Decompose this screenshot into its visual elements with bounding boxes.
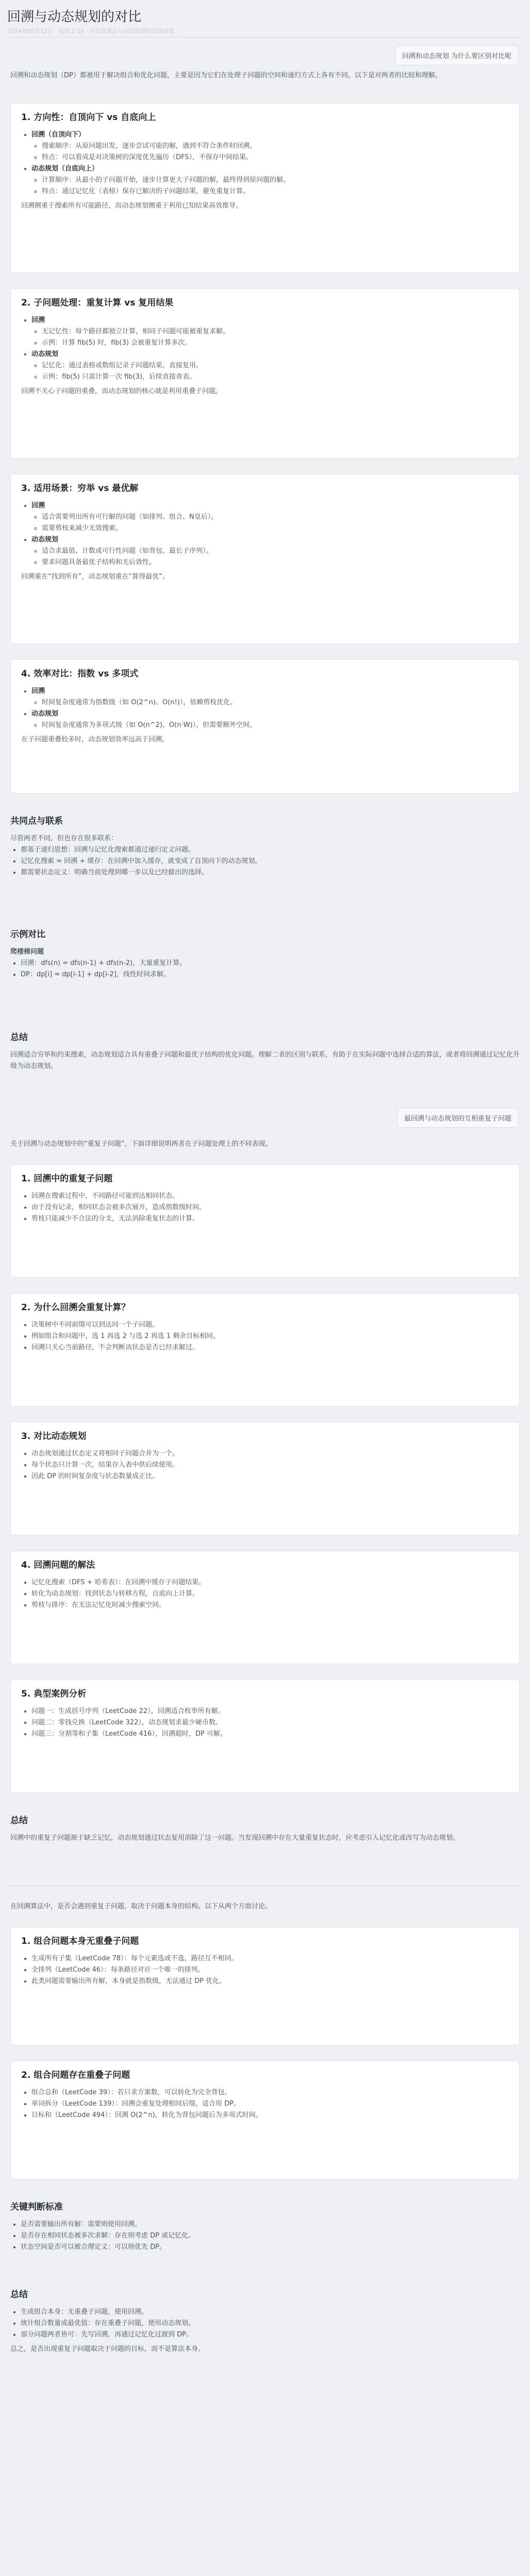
- list-item: ◦ 时间复杂度通常为指数级（如 O(2^n)、O(n!)），依赖剪枝优化。: [42, 697, 509, 708]
- list-item: • 是否需要输出所有解：需要则使用回溯。: [21, 2219, 520, 2230]
- part3-intro: [10, 1901, 520, 1912]
- section-why: 回溯重在“找到所有”，动态规划重在“算得最优”。: [21, 573, 169, 581]
- section-title: 关键判断标准: [10, 2202, 63, 2212]
- list-item: • 每个状态只计算一次，结果存入表中供后续使用。: [31, 1460, 509, 1471]
- example-section: [10, 927, 520, 984]
- section-title: 总结: [10, 2290, 28, 2300]
- criteria-section: [10, 2200, 520, 2256]
- list-item: • 问题一：生成括号序列（LeetCode 22），回溯适合枚举所有解。: [31, 1706, 509, 1717]
- list-item: ◦ 特点：可以看成是对决策树的深度优先遍历（DFS），不保存中间结果。: [42, 152, 509, 163]
- part2-card-2: [10, 1293, 520, 1406]
- list-item: • 回溯 ◦ 无记忆性：每个路径都独立计算，相同子问题可能被重复求解。 ◦ 示例：计算 fib(5) 时，fib(3) 会被重复计算多次。: [31, 315, 509, 349]
- part2-card-1: [10, 1164, 520, 1278]
- list-item: • 动态规划 ◦ 时间复杂度通常为多项式级（如 O(n^2)、O(n·W)），但需要额外空间。: [31, 708, 509, 731]
- list-item: • 都需要状态定义：明确当前处理到哪一步以及已经做出的选择。: [21, 867, 520, 878]
- list-item: • 剪枝与排序：在无法记忆化时减少搜索空间。: [31, 1600, 509, 1611]
- list-item: • 动态规划 ◦ 适合求最值、计数或可行性问题（如背包、最长子序列）。 ◦ 要求问题具备最优子结构和无后效性。: [31, 534, 509, 568]
- page-title: 回溯与动态规划的对比: [7, 9, 142, 25]
- section-text: 关于回溯与动态规划中的“重复子问题”，下面详细说明两者在子问题处理上的不同表现。: [10, 1140, 272, 1148]
- section-title: 3. 适用场景：穷举 vs 最优解: [21, 483, 139, 494]
- list-item: ◦ 记忆化：通过表格或数组记录子问题结果，直接复用。: [42, 360, 509, 371]
- section-title: 总结: [10, 1816, 28, 1826]
- list-item: • 转化为动态规划：找到状态与转移方程，自底向上计算。: [31, 1588, 509, 1600]
- list-item: • 是否存在相同状态被多次求解：存在则考虑 DP 或记忆化。: [21, 2230, 520, 2242]
- list-item: • 统计组合数量或最优值：存在重叠子问题，使用动态规划。: [21, 2318, 520, 2329]
- list-item: • 回溯 ◦ 适合需要列出所有可行解的问题（如排列、组合、N皇后）。 ◦ 需要剪枝来减少无效搜索。: [31, 500, 509, 534]
- list-item: • 剪枝只能减少不合法的分支，无法消除重复状态的计算。: [31, 1213, 509, 1225]
- section-title: 共同点与联系: [10, 816, 63, 826]
- user-question-bubble[interactable]: 回溯和动态规划 为什么要区别对比呢: [395, 45, 519, 65]
- list-item: • 动态规划 ◦ 记忆化：通过表格或数组记录子问题结果，直接复用。 ◦ 示例：fib(5) 只需计算一次 fib(3)，后续直接查表。: [31, 349, 509, 383]
- list-item: • 回溯：dfs(n) = dfs(n-1) + dfs(n-2)，大量重复计算。: [21, 958, 520, 969]
- list-item: ◦ 计算顺序：从最小的子问题开始，逐步计算更大子问题的解，最终得到原问题的解。: [42, 175, 509, 186]
- list-item: • 回溯在搜索过程中，不同路径可能到达相同状态。: [31, 1191, 509, 1202]
- section-text: 回溯适合穷举和约束搜索，动态规划适合具有重叠子问题和最优子结构的优化问题。理解二者的区别与联系，有助于在实际问题中选择合适的算法，或者将回溯通过记忆化升级为动态规划。: [10, 1050, 520, 1070]
- list-item: ◦ 时间复杂度通常为多项式级（如 O(n^2)、O(n·W)），但需要额外空间。: [42, 720, 509, 731]
- section-title: 4. 效率对比：指数 vs 多项式: [21, 669, 139, 679]
- section-title: 1. 组合问题本身无重叠子问题: [21, 1936, 139, 1946]
- list-item: • 记忆化搜索（DFS + 哈希表）：在回溯中缓存子问题结果。: [31, 1577, 509, 1588]
- list-item: • DP：dp[i] = dp[i-1] + dp[i-2]，线性时间求解。: [21, 969, 520, 980]
- list-item: • 生成所有子集（LeetCode 78）：每个元素选或不选，路径互不相同。: [31, 1953, 509, 1964]
- list-item: ◦ 特点：通过记忆化（表格）保存已解决的子问题结果，避免重复计算。: [42, 186, 509, 197]
- list-item: • 问题三：分割等和子集（LeetCode 416），回溯超时，DP 可解。: [31, 1728, 509, 1740]
- section-title: 2. 组合问题存在重叠子问题: [21, 2070, 130, 2080]
- section-title: 示例对比: [10, 929, 45, 940]
- section-card-2: [10, 289, 520, 459]
- summary-section-1: [10, 1030, 520, 1072]
- intro-text: 回溯和动态规划（DP）都被用于解决组合和优化问题，主要是因为它们在处理子问题的空间和递归方式上各有不同。以下是对两者的比较和理解。: [10, 72, 442, 79]
- section-card-3: [10, 474, 520, 644]
- list-item: ◦ 搜索顺序：从原问题出发，逐步尝试可能的解，遇到不符合条件时回溯。: [42, 141, 509, 152]
- list-item: ◦ 适合求最值、计数或可行性问题（如背包、最长子序列）。: [42, 546, 509, 557]
- list-item: • 回溯只关心当前路径，不会判断该状态是否已经求解过。: [31, 1342, 509, 1353]
- part2-card-3: [10, 1422, 520, 1535]
- section-text: 尽管两者不同，但也存在很多联系：: [10, 834, 118, 842]
- section-title: 1. 回溯中的重复子问题: [21, 1174, 113, 1184]
- summary-section-2: [10, 1814, 520, 1844]
- list-item: • 问题二：零钱兑换（LeetCode 322），动态规划求最少硬币数。: [31, 1717, 509, 1728]
- intro: [10, 70, 520, 81]
- user-question-bubble[interactable]: 最回溯与动态规划的互相重复子问题: [397, 1108, 519, 1128]
- example-label: 爬楼梯问题: [10, 947, 44, 956]
- list-item: ◦ 示例：fib(5) 只需计算一次 fib(3)，后续直接查表。: [42, 371, 509, 383]
- section-text: 在回溯算法中，是否会遇到重复子问题，取决于问题本身的结构。以下从两个方面讨论。: [10, 1903, 272, 1910]
- list-item: • 状态空间是否可以被合理定义：可以则优先 DP。: [21, 2242, 520, 2253]
- list-item: • 生成组合本身：无重叠子问题，使用回溯。: [21, 2307, 520, 2318]
- list-item: ◦ 需要剪枝来减少无效搜索。: [42, 523, 509, 534]
- section-why: 在子问题重叠较多时，动态规划效率远高于回溯。: [21, 736, 169, 744]
- list-item: • 部分问题两者皆可：先写回溯，再通过记忆化过渡到 DP。: [21, 2329, 520, 2341]
- part3-card-1: [10, 1927, 520, 2045]
- list-item: • 由于没有记录，相同状态会被多次展开，造成指数级时间。: [31, 1202, 509, 1213]
- section-title: 3. 对比动态规划: [21, 1431, 87, 1442]
- list-item: • 回溯 ◦ 时间复杂度通常为指数级（如 O(2^n)、O(n!)），依赖剪枝优化。: [31, 686, 509, 708]
- section-text: 回溯中的重复子问题源于缺乏记忆，动态规划通过状态复用消除了这一问题。当发现回溯中存在大量重复状态时，应考虑引入记忆化或改写为动态规划。: [10, 1834, 460, 1842]
- part2-card-5: [10, 1680, 520, 1793]
- list-item: • 因此 DP 的时间复杂度与状态数量成正比。: [31, 1471, 509, 1482]
- section-title: 1. 方向性：自顶向下 vs 自底向上: [21, 112, 156, 123]
- list-item: • 回溯（自顶向下） ◦ 搜索顺序：从原问题出发，逐步尝试可能的解，遇到不符合条件时回溯。 ◦ 特点：可以看成是对决策树的深度优先遍历（DFS），不保存中间结果。: [31, 129, 509, 163]
- common-section: [10, 814, 520, 882]
- section-title: 5. 典型案例分析: [21, 1689, 87, 1699]
- section-title: 4. 回溯问题的解法: [21, 1560, 95, 1570]
- list-item: • 单词拆分（LeetCode 139）：回溯会重复处理相同后缀，适合用 DP。: [31, 2098, 509, 2110]
- list-item: • 决策树中不同前缀可以到达同一个子问题。: [31, 1319, 509, 1331]
- list-item: • 记忆化搜索 = 回溯 + 缓存：在回溯中加入缓存，就变成了自顶向下的动态规划。: [21, 856, 520, 867]
- section-why: 回溯不关心子问题的重叠，而动态规划的核心就是利用重叠子问题。: [21, 387, 223, 396]
- list-item: ◦ 要求问题具备最优子结构和无后效性。: [42, 557, 509, 568]
- section-list: [21, 129, 509, 198]
- list-item: • 组合总和（LeetCode 39）：若只求方案数，可以转化为完全背包。: [31, 2087, 509, 2098]
- summary-section-3: [10, 2287, 520, 2355]
- part2-intro: [10, 1139, 520, 1150]
- divider: [7, 37, 523, 38]
- page-meta: 2024年06月12日 · 阅读 2.1k · 对比回溯法与动态规划的适用场景: [7, 28, 175, 35]
- list-item: • 动态规划（自底向上） ◦ 计算顺序：从最小的子问题开始，逐步计算更大子问题的解，最终得到原问题的解。 ◦ 特点：通过记忆化（表格）保存已解决的子问题结果，避免重复计算。: [31, 163, 509, 197]
- section-why: 回溯侧重于搜索所有可能路径，而动态规划侧重于利用已知结果高效推导。: [21, 202, 243, 210]
- list-item: • 例如组合和问题中，选 1 再选 2 与选 2 再选 1 剩余目标相同。: [31, 1331, 509, 1342]
- list-item: ◦ 适合需要列出所有可行解的问题（如排列、组合、N皇后）。: [42, 512, 509, 523]
- list-item: • 动态规划通过状态定义将相同子问题合并为一个。: [31, 1448, 509, 1460]
- list-item: • 都基于递归思想：回溯与记忆化搜索都通过递归定义问题。: [21, 844, 520, 856]
- part2-card-4: [10, 1551, 520, 1664]
- section-card-1: [10, 103, 520, 273]
- list-item: ◦ 示例：计算 fib(5) 时，fib(3) 会被重复计算多次。: [42, 337, 509, 349]
- part3-card-2: [10, 2061, 520, 2179]
- section-title: 2. 为什么回溯会重复计算？: [21, 1302, 130, 1313]
- section-title: 2. 子问题处理：重复计算 vs 复用结果: [21, 298, 174, 308]
- list-item: • 全排列（LeetCode 46）：每条路径对应一个唯一的排列。: [31, 1964, 509, 1976]
- list-item: • 目标和（LeetCode 494）：回溯 O(2^n)，转化为背包问题后为多项式时间。: [31, 2110, 509, 2121]
- list-item: • 此类问题需要输出所有解，本身就是指数级，无法通过 DP 优化。: [31, 1976, 509, 1987]
- section-text: 总之，是否出现重复子问题取决于问题的目标，而不是算法本身。: [10, 2345, 205, 2353]
- list-item: ◦ 无记忆性：每个路径都独立计算，相同子问题可能被重复求解。: [42, 326, 509, 337]
- section-card-4: [10, 659, 520, 793]
- section-title: 总结: [10, 1032, 28, 1043]
